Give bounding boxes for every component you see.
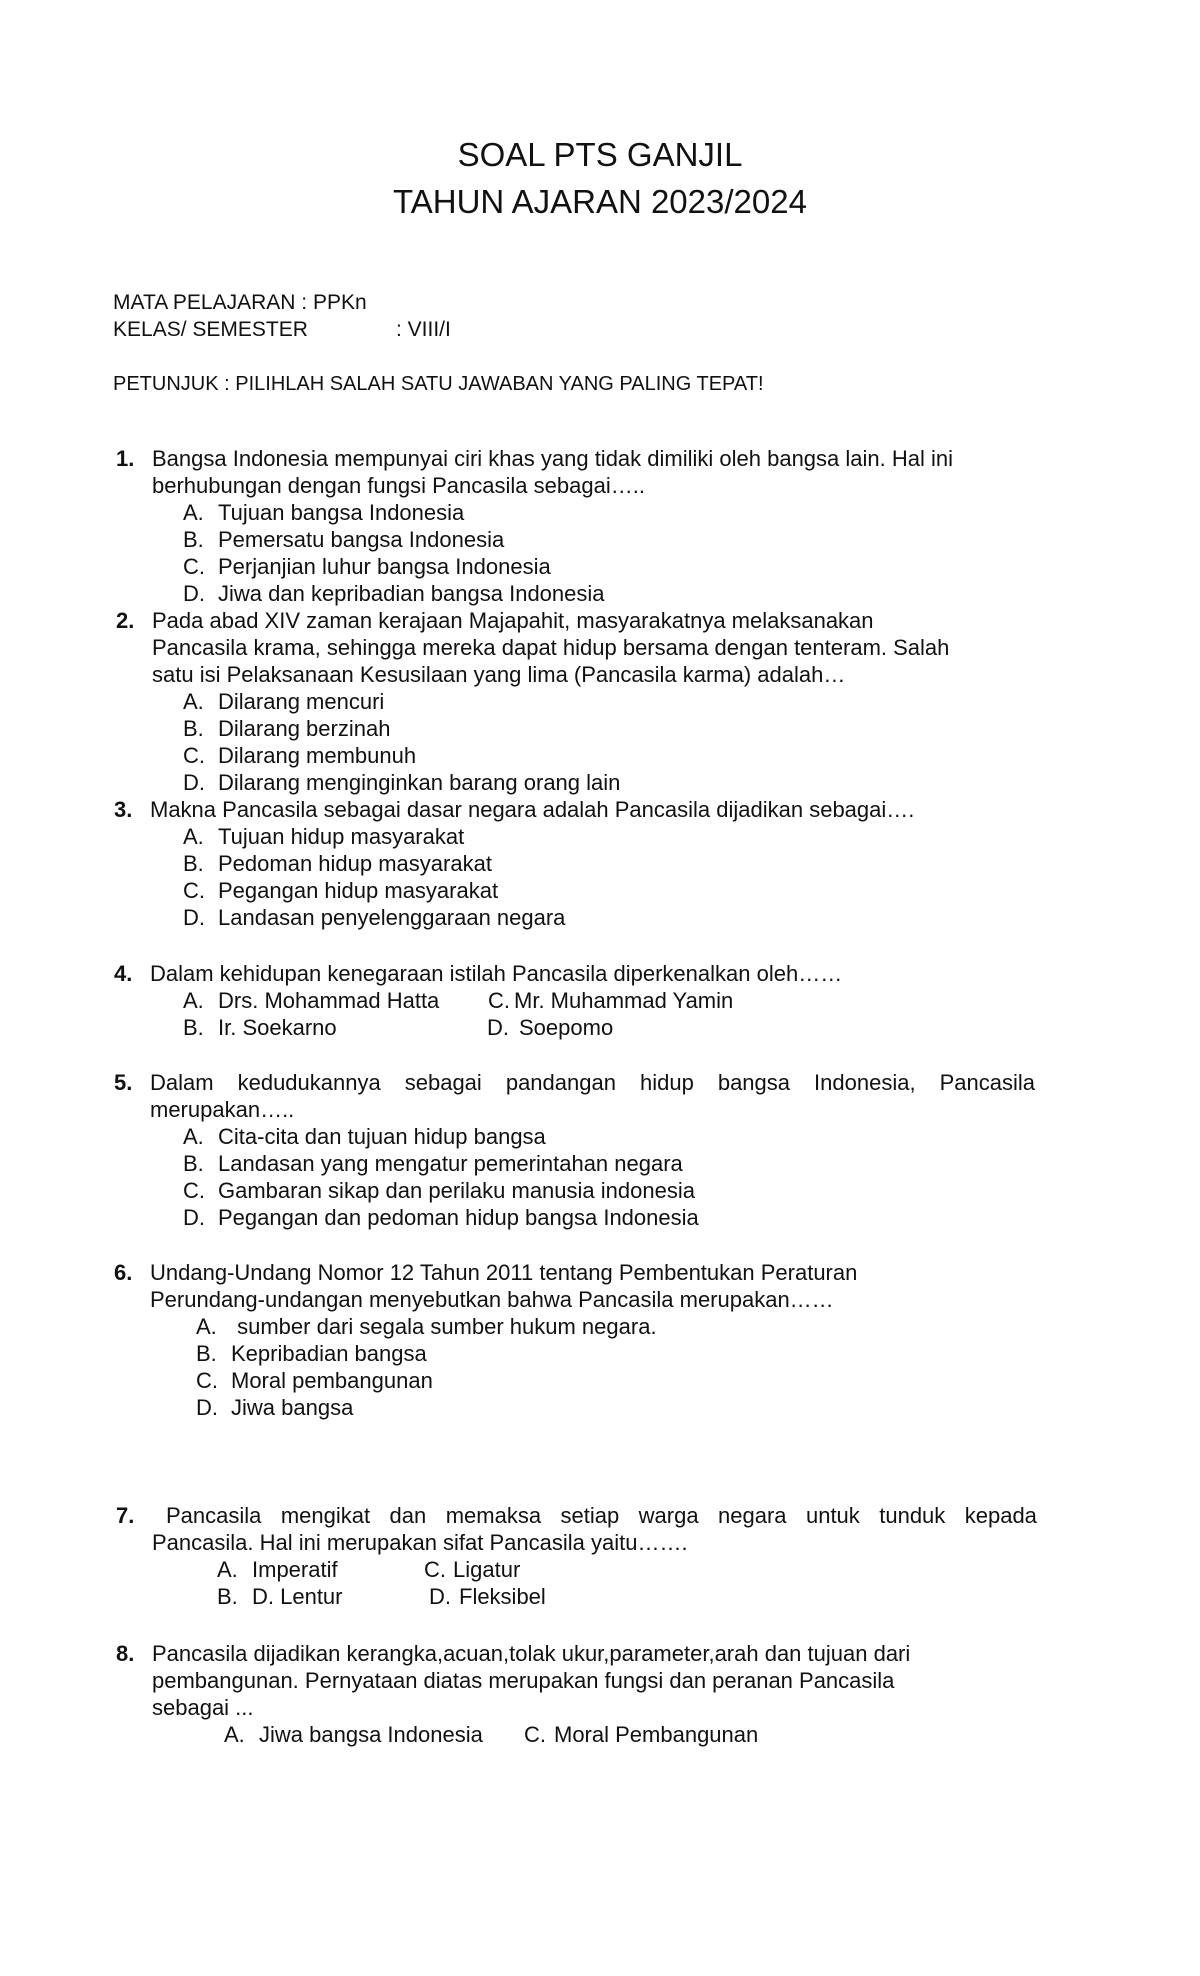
question-number: 8. — [116, 1641, 135, 1666]
stem-word: warga — [638, 1503, 699, 1528]
option-text: Pemersatu bangsa Indonesia — [218, 527, 505, 552]
stem-word: mengikat — [280, 1503, 371, 1528]
question-stem-line: Pancasila. Hal ini merupakan sifat Pancasila yaitu……. — [152, 1530, 688, 1555]
stem-word: Dalam — [150, 1070, 214, 1095]
option-letter: B. — [183, 851, 204, 876]
stem-word: memaksa — [445, 1503, 542, 1528]
option-text: Dilarang membunuh — [218, 743, 417, 768]
option-text: Imperatif — [252, 1557, 338, 1582]
option-letter: C. — [196, 1368, 218, 1393]
stem-word: sebagai — [404, 1070, 482, 1095]
question-stem-line — [150, 1069, 1035, 1096]
option-letter: D. — [487, 1015, 509, 1040]
question-stem-line: Bangsa Indonesia mempunyai ciri khas yang tidak dimiliki oleh bangsa lain. Hal ini — [152, 446, 953, 471]
option-text: Ir. Soekarno — [218, 1015, 337, 1040]
option-text: Dilarang menginginkan barang orang lain — [218, 770, 621, 795]
option-text: Tujuan bangsa Indonesia — [218, 500, 465, 525]
question-stem-line: satu isi Pelaksanaan Kesusilaan yang lima (Pancasila karma) adalah… — [152, 662, 846, 687]
stem-word: setiap — [560, 1503, 620, 1528]
option-text: Gambaran sikap dan perilaku manusia indonesia — [218, 1178, 695, 1203]
option-letter: D. — [429, 1584, 451, 1609]
option-text: Dilarang berzinah — [218, 716, 391, 741]
stem-word: Pancasila — [939, 1070, 1035, 1095]
question-stem-line: Dalam kehidupan kenegaraan istilah Pancasila diperkenalkan oleh…… — [150, 961, 843, 986]
option-letter: C. — [183, 554, 205, 579]
option-letter: C. — [183, 878, 205, 903]
option-letter: A. — [224, 1722, 245, 1747]
option-text: Dilarang mencuri — [218, 689, 385, 714]
option-letter: C. — [424, 1557, 446, 1582]
stem-word: Pancasila — [166, 1503, 262, 1528]
option-letter: A. — [217, 1557, 238, 1582]
question-number: 4. — [114, 961, 133, 986]
option-text: Landasan yang mengatur pemerintahan negara — [218, 1151, 683, 1176]
question-stem-line: Pancasila dijadikan kerangka,acuan,tolak ukur,parameter,arah dan tujuan dari — [152, 1641, 911, 1666]
question-number: 2. — [116, 608, 135, 633]
option-text: Jiwa bangsa Indonesia — [259, 1722, 483, 1747]
stem-word: untuk — [805, 1503, 860, 1528]
option-letter: C. — [524, 1722, 546, 1747]
option-text: Perjanjian luhur bangsa Indonesia — [218, 554, 551, 579]
justified-line — [166, 1502, 1037, 1529]
option-text: D. Lentur — [252, 1584, 343, 1609]
question-number: 5. — [114, 1070, 133, 1095]
question-stem-line: Pada abad XIV zaman kerajaan Majapahit, masyarakatnya melaksanakan — [152, 608, 874, 633]
question-stem-line: pembangunan. Pernyataan diatas merupakan fungsi dan peranan Pancasila — [152, 1668, 895, 1693]
option-letter: B. — [183, 1015, 204, 1040]
option-text: Tujuan hidup masyarakat — [218, 824, 465, 849]
option-letter: B. — [196, 1341, 217, 1366]
option-letter: D. — [196, 1395, 218, 1420]
question-stem-line: Makna Pancasila sebagai dasar negara adalah Pancasila dijadikan sebagai…. — [150, 797, 915, 822]
option-letter: D. — [183, 770, 205, 795]
stem-word: bangsa — [717, 1070, 791, 1095]
option-text: Drs. Mohammad Hatta — [218, 988, 440, 1013]
option-letter: A. — [196, 1314, 217, 1339]
stem-word: kedudukannya — [237, 1070, 381, 1095]
option-letter: B. — [183, 1151, 204, 1176]
option-letter: A. — [183, 500, 204, 525]
question-stem-line: Undang-Undang Nomor 12 Tahun 2011 tentang Pembentukan Peraturan — [150, 1260, 858, 1285]
option-letter: A. — [183, 1124, 204, 1149]
option-text: Ligatur — [453, 1557, 521, 1582]
option-text: Mr. Muhammad Yamin — [514, 988, 734, 1013]
option-text: Moral Pembangunan — [554, 1722, 759, 1747]
option-text: Pegangan dan pedoman hidup bangsa Indonesia — [218, 1205, 699, 1230]
option-text: Cita-cita dan tujuan hidup bangsa — [218, 1124, 546, 1149]
document-title: SOAL PTS GANJIL — [457, 136, 743, 173]
question-stem-line: berhubungan dengan fungsi Pancasila sebagai….. — [152, 473, 645, 498]
option-letter: C. — [488, 988, 510, 1013]
option-text: Soepomo — [519, 1015, 614, 1040]
question-stem-line: merupakan….. — [150, 1097, 295, 1122]
option-letter: B. — [183, 716, 204, 741]
option-letter: C. — [183, 743, 205, 768]
class-label: KELAS/ SEMESTER — [113, 318, 308, 341]
subject-label: MATA PELAJARAN : PPKn — [113, 291, 367, 314]
question-number: 3. — [114, 797, 133, 822]
question-stem-line: Pancasila krama, sehingga mereka dapat hidup bersama dengan tenteram. Salah — [152, 635, 950, 660]
option-letter: B. — [217, 1584, 238, 1609]
option-text: Landasan penyelenggaraan negara — [218, 905, 566, 930]
option-text: Pedoman hidup masyarakat — [218, 851, 492, 876]
option-letter: A. — [183, 824, 204, 849]
option-letter: D. — [183, 905, 205, 930]
stem-word: Indonesia, — [814, 1070, 916, 1095]
option-letter: A. — [183, 689, 204, 714]
question-number: 7. — [116, 1503, 135, 1528]
document-subtitle: TAHUN AJARAN 2023/2024 — [393, 183, 807, 220]
stem-word: pandangan — [505, 1070, 616, 1095]
instruction-text: PETUNJUK : PILIHLAH SALAH SATU JAWABAN YANG PALING TEPAT! — [113, 373, 764, 395]
option-text: Jiwa bangsa — [231, 1395, 354, 1420]
stem-word: kepada — [964, 1503, 1037, 1528]
option-text: Fleksibel — [459, 1584, 546, 1609]
option-text: Moral pembangunan — [231, 1368, 433, 1393]
justified-line — [150, 1069, 1035, 1096]
question-stem-line: Perundang-undangan menyebutkan bahwa Pancasila merupakan…… — [150, 1287, 834, 1312]
option-letter: C. — [183, 1178, 205, 1203]
option-text: sumber dari segala sumber hukum negara. — [231, 1314, 657, 1339]
stem-word: negara — [718, 1503, 787, 1528]
class-value: : VIII/I — [396, 318, 451, 341]
stem-word: dan — [389, 1503, 427, 1528]
question-number: 6. — [114, 1260, 133, 1285]
question-number: 1. — [116, 446, 135, 471]
option-text: Pegangan hidup masyarakat — [218, 878, 499, 903]
option-letter: B. — [183, 527, 204, 552]
stem-word: hidup — [639, 1070, 694, 1095]
option-text: Kepribadian bangsa — [231, 1341, 427, 1366]
question-stem-line: sebagai ... — [152, 1695, 254, 1720]
option-text: Jiwa dan kepribadian bangsa Indonesia — [218, 581, 605, 606]
stem-word: tunduk — [879, 1503, 946, 1528]
option-letter: D. — [183, 581, 205, 606]
option-letter: A. — [183, 988, 204, 1013]
question-stem-line — [166, 1502, 1037, 1529]
option-letter: D. — [183, 1205, 205, 1230]
